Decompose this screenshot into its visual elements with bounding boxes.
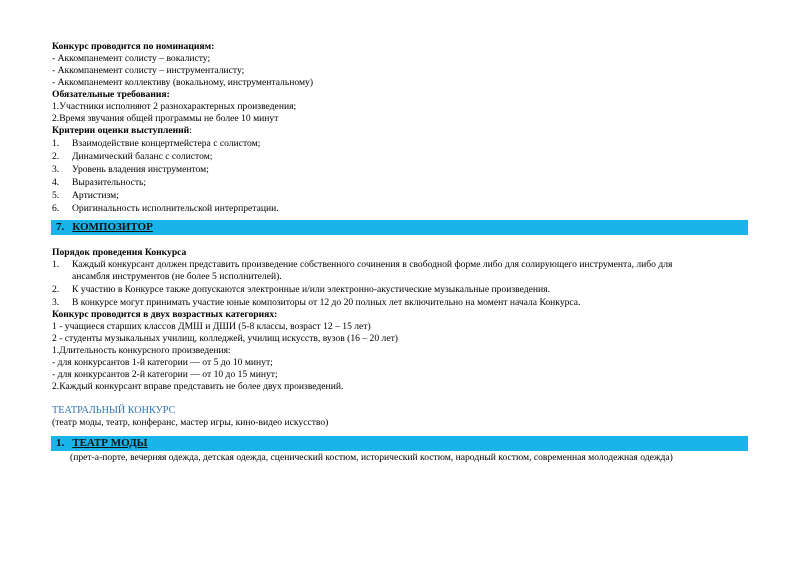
requirement-item: 2.Время звучания общей программы не более 10 минут: [52, 113, 279, 124]
nomination-item: - Аккомпанемент солисту – инструменталисту;: [52, 65, 245, 76]
item-number: 2.: [52, 284, 60, 295]
age-categories-heading: Конкурс проводится в двух возрастных категориях:: [52, 309, 278, 320]
criteria-item: [52, 138, 260, 150]
duration-line: - для конкурсантов 2-й категории — от 10 до 15 минут;: [52, 369, 278, 380]
section-number: 7.: [56, 221, 65, 233]
theatre-contest-subtitle: (театр моды, театр, конферанс, мастер игры, кино-видео искусство): [52, 417, 329, 428]
order-heading: Порядок проведения Конкурса: [52, 247, 187, 258]
nomination-item: - Аккомпанемент коллективу (вокальному, инструментальному): [52, 77, 314, 88]
fashion-theatre-description: (прет-а-порте, вечерняя одежда, детская одежда, сценический костюм, исторический костюм, народный костюм, современная молодежная одежда): [70, 452, 673, 463]
section-number: 1.: [56, 437, 65, 449]
age-category-line: 2 - студенты музыкальных училищ, колледжей, училищ искусств, вузов (16 – 20 лет): [52, 333, 398, 344]
order-item-continued: ансамбля инструментов (не более 5 исполнителей).: [72, 271, 282, 282]
item-text: Взаимодействие концертмейстера с солистом;: [72, 138, 261, 149]
age-category-line: 1 - учащиеся старших классов ДМШ и ДШИ (5-8 классы, возраст 12 – 15 лет): [52, 321, 371, 332]
section-title: ТЕАТР МОДЫ: [72, 437, 148, 449]
criteria-heading-line: [52, 125, 192, 137]
item-text: Уровень владения инструментом;: [72, 164, 209, 175]
criteria-item: [52, 164, 209, 176]
requirements-heading: Обязательные требования:: [52, 89, 170, 100]
criteria-item: [52, 203, 279, 215]
criteria-item: [52, 177, 146, 189]
theatre-contest-heading: ТЕАТРАЛЬНЫЙ КОНКУРС: [52, 405, 176, 416]
item-number: 3.: [52, 164, 60, 175]
item-text: Выразительность;: [72, 177, 147, 188]
criteria-heading: Критерии оценки выступлений: [52, 125, 190, 136]
item-text: К участию в Конкурсе также допускаются электронные и/или электронно-акустические музыкальные произведения.: [72, 284, 550, 295]
nominations-heading: Конкурс проводится по номинациям:: [52, 41, 215, 52]
criteria-item: [52, 190, 119, 202]
item-text: Артистизм;: [72, 190, 119, 201]
requirement-item: 1.Участники исполняют 2 разнохарактерных произведения;: [52, 101, 297, 112]
section-1-header-bar: [51, 436, 748, 451]
section-title: КОМПОЗИТОР: [72, 221, 153, 233]
item-text: В конкурсе могут принимать участие юные композиторы от 12 до 20 полных лет включительно на момент начала Конкурса.: [72, 297, 581, 308]
item-text: Оригинальность исполнительской интерпретации.: [72, 203, 279, 214]
duration-line: - для конкурсантов 1-й категории — от 5 до 10 минут;: [52, 357, 273, 368]
item-number: 6.: [52, 203, 60, 214]
item-number: 3.: [52, 297, 60, 308]
item-number: 1.: [52, 138, 60, 149]
order-item: [52, 284, 550, 296]
section-7-header-bar: [51, 220, 748, 235]
order-item: [52, 297, 580, 309]
section-7-header: [56, 220, 153, 235]
criteria-heading-colon: :: [189, 125, 192, 136]
item-number: 2.: [52, 151, 60, 162]
item-text: Каждый конкурсант должен представить произведение собственного сочинения в свободной форме либо для солирующего инструмента, либо для: [72, 259, 673, 270]
item-number: 5.: [52, 190, 60, 201]
works-limit-line: 2.Каждый конкурсант вправе представить не более двух произведений.: [52, 381, 344, 392]
order-item: [52, 259, 672, 271]
duration-heading: 1.Длительность конкурсного произведения:: [52, 345, 231, 356]
item-number: 4.: [52, 177, 60, 188]
nomination-item: - Аккомпанемент солисту – вокалисту;: [52, 53, 211, 64]
item-number: 1.: [52, 259, 60, 270]
criteria-item: [52, 151, 212, 163]
item-text: Динамический баланс с солистом;: [72, 151, 213, 162]
section-1-header: [56, 436, 147, 451]
